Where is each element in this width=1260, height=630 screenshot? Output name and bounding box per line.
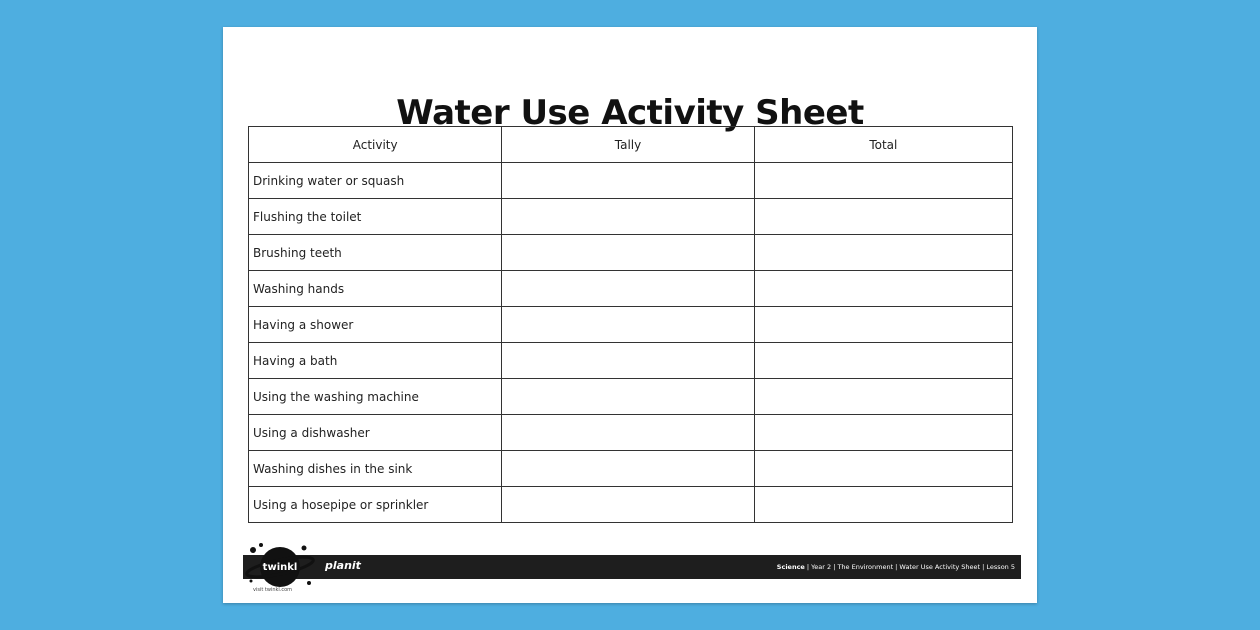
total-cell[interactable]	[754, 271, 1012, 307]
tally-table	[248, 126, 1013, 523]
sheet-title: Water Use Activity Sheet	[396, 93, 864, 133]
tally-cell[interactable]	[502, 271, 754, 307]
column-header-total: Total	[754, 127, 1012, 163]
total-cell[interactable]	[754, 199, 1012, 235]
table-row	[249, 307, 1013, 343]
tally-cell[interactable]	[502, 307, 754, 343]
column-header-tally: Tally	[502, 127, 754, 163]
total-cell[interactable]	[754, 163, 1012, 199]
total-cell[interactable]	[754, 451, 1012, 487]
total-cell[interactable]	[754, 307, 1012, 343]
tally-cell[interactable]	[502, 415, 754, 451]
tally-cell[interactable]	[502, 451, 754, 487]
activity-cell: Brushing teeth	[249, 235, 502, 271]
tally-cell[interactable]	[502, 199, 754, 235]
activity-cell: Washing dishes in the sink	[249, 451, 502, 487]
activity-cell: Flushing the toilet	[249, 199, 502, 235]
footer-details: | Year 2 | The Environment | Water Use Activity Sheet | Lesson 5	[804, 563, 1015, 571]
activity-cell: Using a hosepipe or sprinkler	[249, 487, 502, 523]
table-row	[249, 451, 1013, 487]
tally-cell[interactable]	[502, 235, 754, 271]
footer-info	[777, 555, 1015, 579]
total-cell[interactable]	[754, 235, 1012, 271]
total-cell[interactable]	[754, 343, 1012, 379]
table-header-row	[249, 127, 1013, 163]
table-row	[249, 487, 1013, 523]
activity-cell: Having a bath	[249, 343, 502, 379]
footer-subject: Science	[776, 563, 805, 571]
table-row	[249, 271, 1013, 307]
logo-text: twinkl	[262, 562, 298, 573]
activity-cell: Using the washing machine	[249, 379, 502, 415]
tally-cell[interactable]	[502, 163, 754, 199]
site-url: visit twinkl.com	[253, 587, 293, 593]
total-cell[interactable]	[754, 487, 1012, 523]
activity-cell: Having a shower	[249, 307, 502, 343]
planit-brand: planit	[325, 559, 361, 572]
table-row	[249, 379, 1013, 415]
tally-cell[interactable]	[502, 379, 754, 415]
table-row	[249, 343, 1013, 379]
activity-cell: Using a dishwasher	[249, 415, 502, 451]
table-row	[249, 415, 1013, 451]
table-row	[249, 235, 1013, 271]
total-cell[interactable]	[754, 379, 1012, 415]
column-header-activity: Activity	[249, 127, 502, 163]
tally-cell[interactable]	[502, 487, 754, 523]
activity-sheet	[223, 27, 1037, 603]
table-row	[249, 199, 1013, 235]
table-row	[249, 163, 1013, 199]
total-cell[interactable]	[754, 415, 1012, 451]
activity-cell: Washing hands	[249, 271, 502, 307]
tally-cell[interactable]	[502, 343, 754, 379]
activity-cell: Drinking water or squash	[249, 163, 502, 199]
